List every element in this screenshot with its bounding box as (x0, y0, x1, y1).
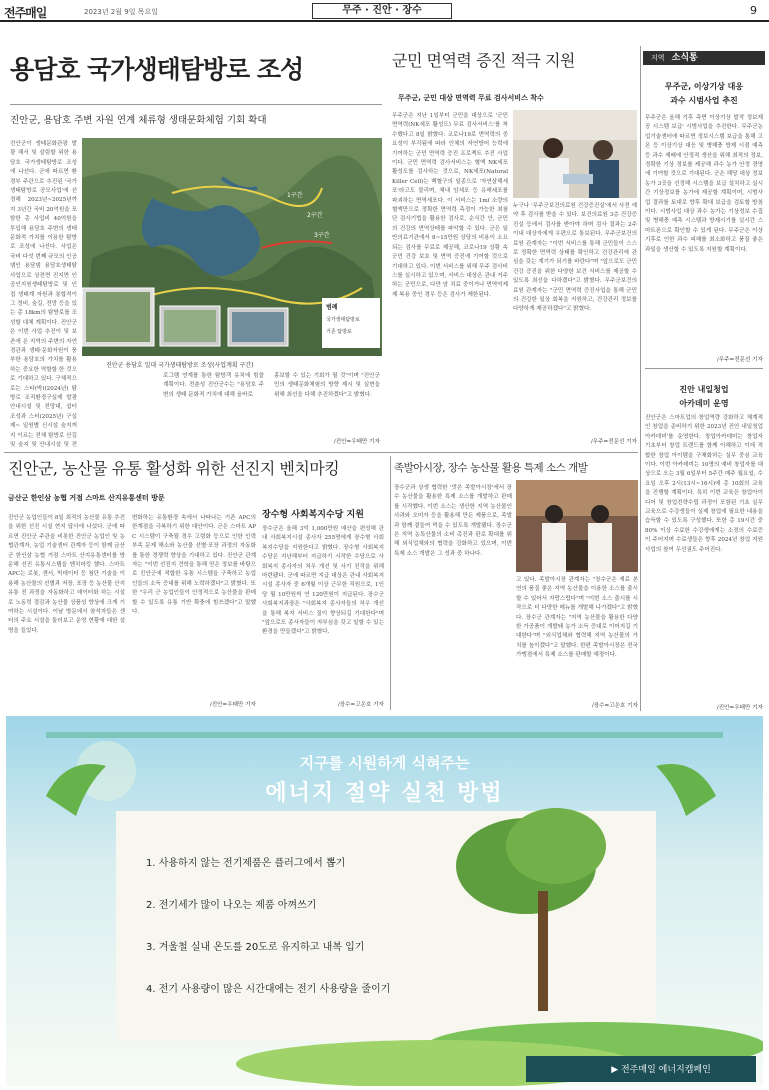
map-section-1-label: 1구간 (287, 192, 303, 199)
issue-date: 2023년 2월 9일 목요일 (84, 8, 158, 16)
article3-body-col1: 진안군 농업인들이 8일 최적의 농산물 유통 추진을 위한 선진 시설 현지 답사에 나섰다. 군에 따르면 진안군 주관을 비롯한 진안군 농업인 및 농협관계자, 농업 기술센터 관계자 등이 함께 금산군 한인삼 농협 거점 스마트 산지유통센터를 방문해 선진 유통시스템을 벤치마킹 했다. 스마트 APC는 로봇, 센서, 빅데이터 등 첨단 기술을 이용해 농산물의 선별과 저장, 포장 등 농산물 산지유통 전 과정을 자동화하고 데이터화 하는 시설로 노동력 절감과 농산물 상품성 향상에 크게 기여하는 시설이다. 이날 방문에서 참석자들은 센터의 주요 시설을 둘러보고 운영 현황에 대한 설명을 들었다. (8, 515, 125, 634)
article2-body-col1: 무주군은 지난 1일부터 군민을 대상으로 '군민 면역력(NK세포 활성도) 무료 검사서비스'를 착수했다고 8일 밝혔다. 코로나19로 면역력의 중요성이 부각됨에 따라 인체의 자연방어 능력에 기여하는 군민 면역력 증진 프로젝트 추진 사업이다. 군민 면역력 검사서비스는 혈액 NK세포 활성도를 검사하는 것으로, NK세포(Natural Killer Cell)는 백혈구의 일종으로 '자연살해세포'라고도 불리며, 체내 암세포 등 유해세포를 파괴하는 면역세포다. 이 서비스는 1ml 소량의 혈액만으로 정확한 면역력 측정이 가능한 최첨단 검사기법을 활용한 검사로, 순식간 안, 군민의 건강의 면역상태를 파악할 수 있다. 군은 일반의료기관에서 8~15만원 상당의 비용이 소요되는 검사를 무료로 제공해, 코로나19 상황 속 군민 건강 보호 및 면역 증진에 기여할 것으로 기대하고 있다. 이번 서비스를 위해 무주 검사비스를 실시하고 있으며, 서비스 대상은 관내 거주하는 군민으로, 다만 암 치료 중이거나 면역억제제 복용 중인 경우 등은 검사가 제한된다. (392, 113, 508, 298)
blood-test-photo (513, 110, 637, 198)
news1-title-line2: 과수 시범사업 추진 (670, 96, 738, 105)
news1-title-line1: 무주군, 이상기상 대응 (664, 82, 744, 91)
section-label: 무주 · 진안 · 장수 (312, 3, 452, 19)
ad-tip-1: 1. 사용하지 않는 전기제품은 플러그에서 뽑기 (146, 858, 346, 869)
map-legend-item: 국가생태탐방로 (326, 317, 360, 323)
news2-title-line1: 진안 내일청업 (679, 385, 729, 394)
masthead-title: 전주매일 (4, 6, 47, 20)
sidebar-head-title: 소식통 (671, 53, 698, 63)
article1-byline: /진안=우태만 기자 (333, 439, 380, 445)
ad-tip-2: 2. 전기세가 많이 나오는 제품 아껴쓰기 (146, 900, 317, 911)
divider (645, 368, 763, 369)
ad-tagline: 지구를 시원하게 식혀주는 (299, 754, 470, 772)
article2-headline: 군민 면역력 증진 적극 지원 (392, 51, 575, 70)
column-divider (640, 46, 641, 711)
article5-body-col1: 장수군과 상생 협력한 '맛은 족발아시장'에서 장수 농산물을 활용한 특제 소스를 개발하고 판매를 시작했다. 이번 소스는 생산한 지역 농산물인 사과와 오미자 등을 활용해 만든 제품으로, 족발과 함께 곁들여 먹을 수 있도록 개발됐다. 장수군은 지역 농특산물의 소비 촉진과 판로 확대를 위해 외식업체와의 협력을 강화하고 있으며, 이번 특제 소스 개발은 그 성과 중 하나다. (394, 485, 512, 557)
play-icon: ▶ (611, 1065, 621, 1075)
article5-byline: /장수=고은호 기자 (591, 703, 638, 709)
article3-subheadline: 금산군 한인삼 농협 거점 스마트 산지유통센터 방문 (8, 494, 165, 502)
sidebar-head-tag: 지역 (651, 54, 665, 62)
page-number: 9 (750, 4, 757, 17)
article2-byline: /무주=전문선 기자 (590, 439, 637, 445)
article5-body-col2: 고 있다. 족발아시장 관계자는 "장수군은 재료 본연의 품질 좋은 지역 농산물을 이용한 소스를 출시할 수 있어서 자랑스럽다"며 "이번 소스 출시를 시작으로 더 다양한 메뉴를 개발해 나가겠다"고 밝혔다. 장수군 관계자는 "지역 농산물을 활용한 다양한 가공품이 개발돼 농가 소득 증대로 이어지길 기대한다"며 "외식업체와 협력해 지역 농산물의 가치를 높이겠다"고 말했다. 한편 족발아시장은 전국 가맹점에서 특제 소스를 판매할 예정이다. (516, 577, 638, 659)
news2-title-line2: 아카데미 운영 (679, 399, 729, 408)
news2-byline: /진안=우태만 기자 (716, 705, 763, 711)
map-legend-title: 범례 (326, 304, 338, 311)
news1-title (643, 80, 765, 108)
news1-body: 무주군은 올해 기후 측면 이상기상 발작 정보제공 시스템 보급' 시범사업을 추진한다. 무주군농업기술센터에 따르면 정보시스템 보급을 통해 고온 등 이상기상 대응 및 병해충 방제 시점 예측 등 과수 재배에 안정적 생산을 위해 최적의 정보, 정확한 기상 정보를 제공해 과수 농가 안정 경영에 기여할 것으로 기대된다. 군은 해당 대상 정보 농가 3곳을 선정해 시스템을 보급 설치하고 실시간 기상정보를 농가에 제공할 계획이며, 시범사업 결과를 토대로 향후 확대 보급을 검토할 방침이다. 시범사업 대상 과수 농가는 기상정보 수집 및 병해충 예측 시스템과 방제시기를 실시간 스마트폰으로 확인할 수 있게 된다. 무주군은 이상기후로 인한 과수 피해를 최소화하고 품질 좋은 과일을 생산할 수 있도록 지원할 계획이다. (645, 115, 763, 253)
article4-body: 장수군은 올해 3억 1,000만원 예산을 편성해 관내 사회복지시설 종사자 255명에게 장수형 사회복지수당을 지원한다고 밝혔다. 장수형 사회복지수당은 지난해부터 지급하기 시작한 수당으로 사회복지 종사자의 처우 개선 및 사기 진작을 위해 마련됐다. 군에 따르면 지급 대상은 관내 사회복지시설 종사자 중 6개월 이상 근무한 직원으로, 1인당 월 10만원씩 연 120만원이 지급된다. 장수군 사회복지과장은 "사회복지 종사자들의 처우 개선을 통해 복지 서비스 질이 향상되길 기대한다"며 "앞으로도 종사자들이 자부심을 갖고 일할 수 있는 환경을 만들겠다"고 밝혔다. (262, 526, 384, 636)
article2-body-col2: 누구나 '무주군보건의료원 건강증진실'에서 사전 예약 후 검사를 받을 수 있다. 보건의료원 3층 건강증진실 등에서 검사를 받아야 하며 검사 결과는 2주 이내 대상자에게 우편으로 통보된다. 무주군보건의료원 관계자는 "이번 서비스를 통해 군민들이 스스로 정확한 면역력 상태를 확인하고 건강관리에 관심을 갖는 계기가 되기를 바란다"며 "앞으로도 군민 건강 증진을 위한 다양한 보건 서비스를 제공할 수 있도록 최선을 다하겠다"고 밝혔다. 무주군보건의료원 관계자는 "군민 면역력 증진사업을 통해 군민의 건강한 일상 회복을 지원하고, 건강관리 정보를 다양하게 제공하겠다"고 밝혔다. (513, 203, 637, 313)
news2-body: 진안군은 스마트업의 창업역량 강화하고 체계적인 창업을 준비하기 위한 2023년 진안 내일청업 아카데미'를 운영한다. 창업아카데미는 창업자 기초부터 창업 트렌드를 함께 이해하고 이에 적합한 창업 아이템을 구체화하는 실무 중심 교육이다. 이번 아카데미는 10명의 예비 창업자를 대상으로 오는 3월 6일부터 5주간 매주 월요일, 수요일 오후 2시(13시~16시)에 총 10회의 교육을 진행할 계획이다. 특히 이번 교육은 창업아이디어 및 창업전략수립 과정이 포함된 기초 실무교육으로 수강생들이 실제 창업에 필요한 내용을 습득할 수 있도록 구성했다. 또한 총 19시간 중 80% 이상 수료한 수강생에게는 소정의 수료증이 주어지며 수료생들은 향후 2024년 창업 지원 사업의 참여 우선권도 주어진다. (645, 415, 763, 553)
article3-byline: /진안=우태만 기자 (209, 702, 256, 708)
article3-body-col2: 변화하는 유통환경 속에서 나타나는 기존 APC의 한계점을 극복하기 위한 대안이다. 군은 스마트 APC 시스템이 구축될 경우 고령화 등으로 인한 인력 부족 문제 해소와 농산물 선별·포장 과정의 자동화를 통한 경쟁력 향상을 기대하고 있다. 진안군 관계자는 "이번 선진지 견학을 통해 얻은 정보를 바탕으로 진안군에 적합한 유통 시스템을 구축하고 농업인들의 소득 증대를 위해 노력하겠다"고 밝혔다. 또한 "우리 군 농업인들이 안정적으로 농산물을 판매할 수 있도록 유통 기반 확충에 힘쓰겠다"고 말했다. (132, 515, 256, 616)
article1-subheadline: 진안군, 용담호 주변 자원 연계 체류형 생태문화체험 기회 확대 (10, 115, 267, 126)
sauce-product-photo (516, 480, 638, 572)
news2-title (643, 383, 765, 411)
column-divider (390, 456, 391, 710)
ad-title: 에너지 절약 실천 방법 (265, 781, 504, 806)
article1-body-col2: 로그램 연계를 통한 탐방객 유치에 힘쓸 계획이다. 전춘성 진안군수는 "용담호 주변의 생태 문화적 가치에 대해 올바로 (163, 373, 264, 398)
ad-tip-4: 4. 전기 사용량이 많은 시간대에는 전기 사용량을 줄이기 (146, 984, 391, 995)
map-caption: 진안군 용담호 일대 국가생태탐방로 조성(사업계획 구간) (106, 362, 254, 369)
map-section-2-label: 2구간 (307, 212, 323, 219)
article2-subheadline: 무주군, 군민 대상 면역력 무료 검사서비스 착수 (398, 94, 544, 102)
sidebar-header (643, 51, 765, 65)
news1-byline: /무주=전문선 기자 (716, 357, 763, 363)
ad-tip-3: 3. 겨울철 실내 온도를 20도로 유지하고 내복 입기 (146, 942, 365, 953)
article1-headline: 용담호 국가생태탐방로 조성 (10, 55, 304, 84)
article1-body-col1: 진안군이 생태문화관광 발광 해서 및 살림할 위한 용담호 국가생태탐방로 조성에 나선다. 군에 따르면 환경부 주관으로 추진된 '국가생태탐방로 공모사업'에 선정해 2023년~2025년까지 3년간 국비 20억원을 포함한 총 사업비 40억원을 투입해 용담호 주변의 생태문화적 가치를 이용한 탐방로 조성에 나선다. 사업은 국비 다섯 번째 규모의 인공댐인 용담댐 용담호생태탐 사업으로 상전면 진지면 인공인지원생태탐방로 및 인접 생태계 자원과 봉합적이 그 정비, 숲길, 전망 등을 있는 총 18km의 탐방로를 조성할 대체 계획이다. 진안군은 이번 사업 추진이 및 보존에 온 지역의 주변의 자연경관과 생태·문화자원이 풍부한 용담호의 가치를 활용하는 중요한 역할할 한 것으로 기대하고 있다. 구체적으로는 스타(박)(2024년) 탐방로 조직환경구실제 발광 안내시설 및 전망대, 쉼터 조성과 스터(2025년) 구실제~ 일원별 신시설 숲지꺼지 이르는 전체 탐방로 산길 및 숲지 및 안내시설 및 전 (10, 141, 77, 448)
divider (4, 452, 638, 453)
campaign-label: 전주매일 에너지캠페인 (620, 1065, 711, 1075)
map-legend-item: 기존 탐방로 (326, 329, 352, 335)
article4-byline: /장수=고은호 기자 (337, 702, 384, 708)
map-section-3-label: 3구간 (314, 232, 330, 239)
article4-headline: 장수형 사회복지수당 지원 (262, 510, 364, 520)
ad-campaign-name (566, 1062, 756, 1075)
article5-headline: 족발아시장, 장수 농산물 활용 특제 소스 개발 (394, 462, 588, 474)
energy-campaign-ad (6, 716, 763, 1086)
article1-body-col3: 홍보할 수 있는 기회가 될 것"이며 "진안군민의 생태문화체험의 방향 제시 및 실현을 위해 최선을 다해 추진하겠다"고 밝혔다. (274, 373, 380, 398)
article3-headline: 진안군, 농산물 유통 활성화 위한 선진지 벤치마킹 (8, 459, 340, 478)
divider (10, 104, 382, 105)
route-map-photo (82, 138, 382, 356)
